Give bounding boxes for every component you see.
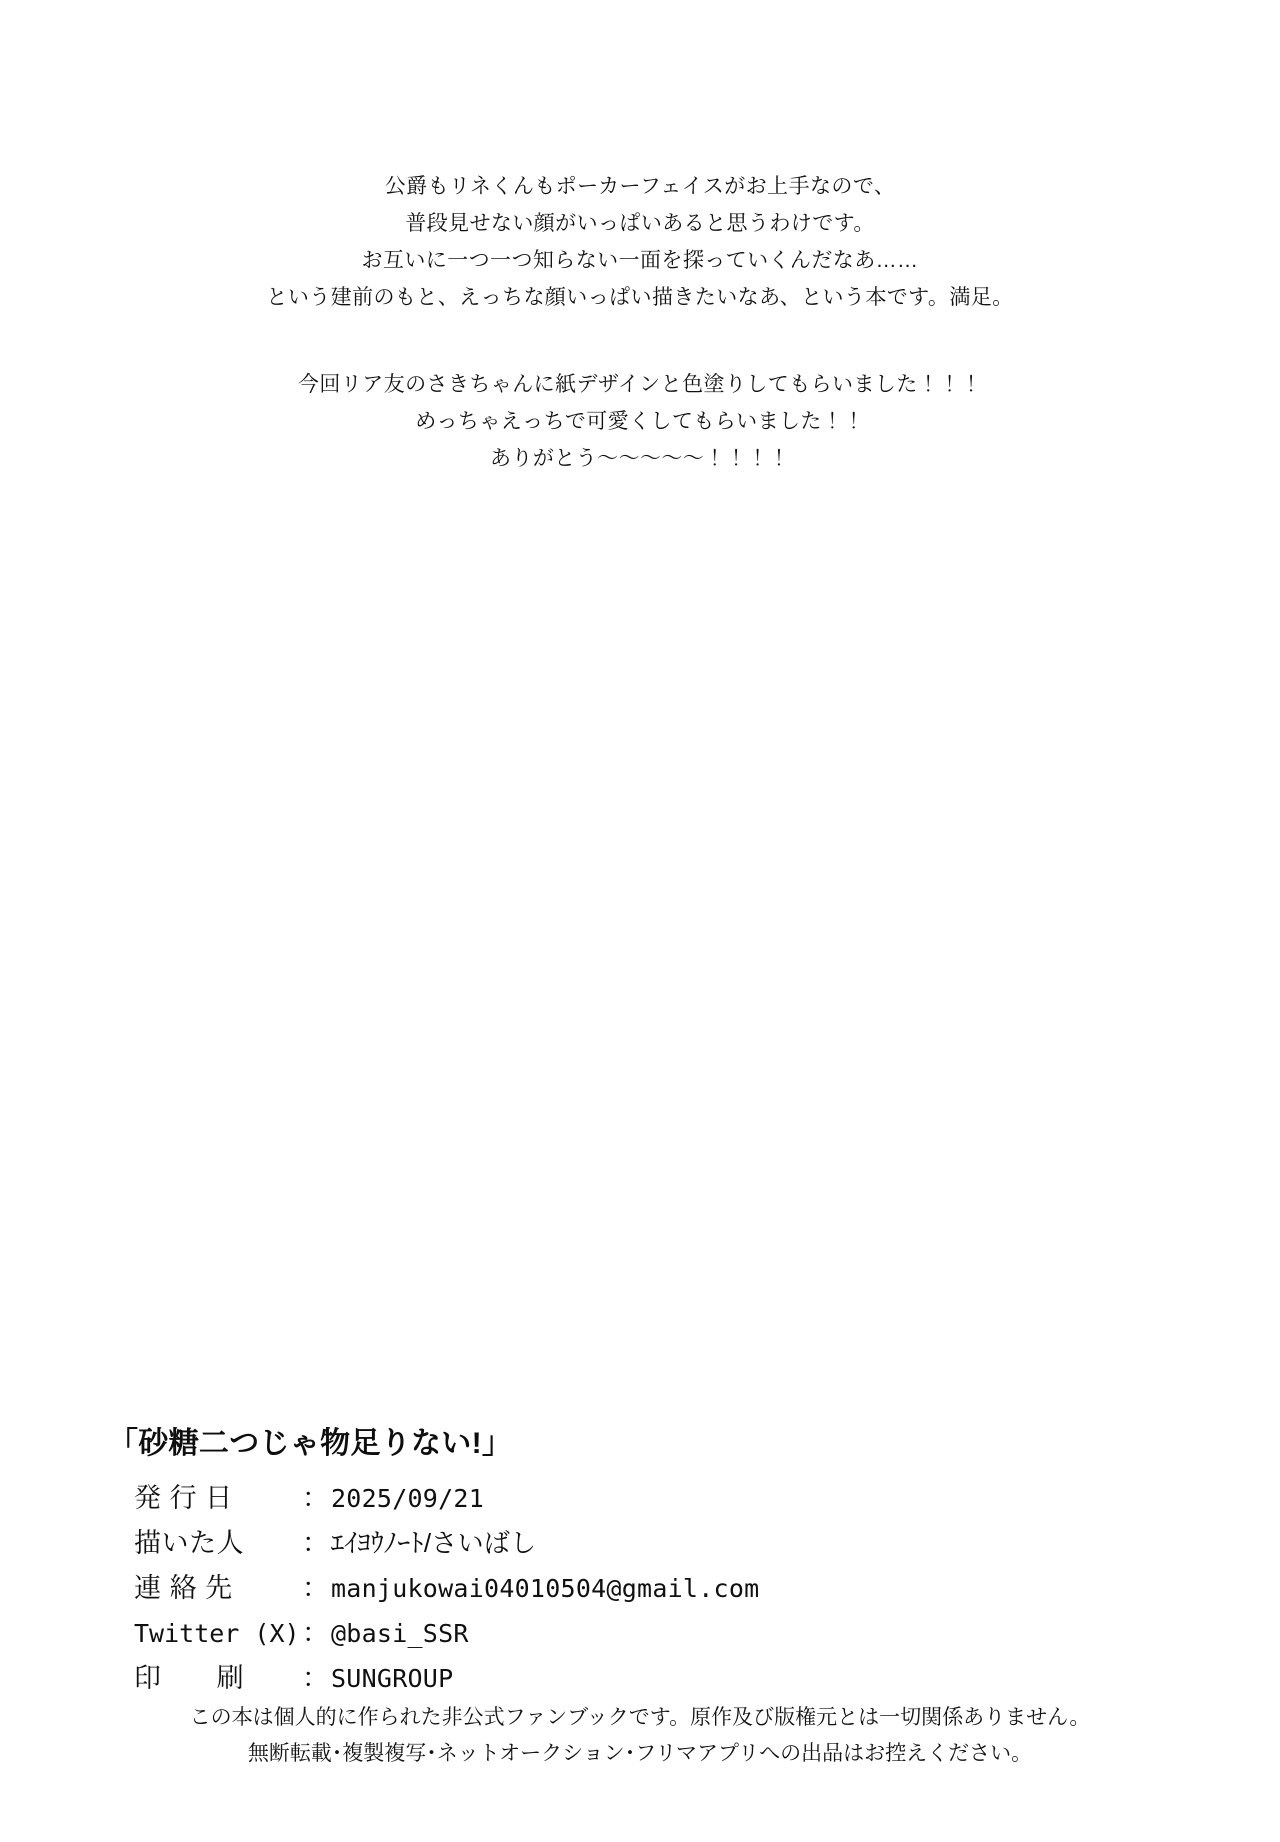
colophon-separator: ： xyxy=(302,1483,329,1513)
colophon-separator: ： xyxy=(302,1663,329,1693)
colophon-row xyxy=(134,1521,1178,1566)
publication-date-value: 2025/09/21 xyxy=(331,1484,485,1513)
colophon-rows xyxy=(134,1476,1178,1701)
colophon-block xyxy=(108,1418,1178,1701)
contact-email-value[interactable]: manjukowai04010504@gmail.com xyxy=(331,1574,760,1603)
colophon-row xyxy=(134,1566,1178,1611)
printer-label: 印 刷 xyxy=(134,1663,245,1693)
colophon-row xyxy=(134,1656,1178,1701)
colophon-separator: ： xyxy=(302,1528,329,1558)
afterword-text-block xyxy=(0,168,1280,477)
author-label: 描いた人 xyxy=(134,1528,245,1558)
disclaimer-block xyxy=(0,1700,1280,1772)
colophon-row xyxy=(134,1611,1178,1656)
colophon-separator: ： xyxy=(302,1573,329,1603)
twitter-handle-value[interactable]: @basi_SSR xyxy=(331,1619,469,1648)
afterword-line-4: という建前のもと、えっちな顔いっぱい描きたいなあ、という本です。満足。 xyxy=(266,286,1014,309)
twitter-label: Twitter (X) xyxy=(134,1619,300,1648)
afterword-line-3: お互いに一つ一つ知らない一面を探っていくんだなあ…… xyxy=(361,249,919,272)
disclaimer-line-1: この本は個人的に作られた非公式ファンブックです。原作及び版権元とは一切関係ありません。 xyxy=(189,1706,1091,1729)
doujinshi-title: 「砂糖二つじゃ物足りない!」 xyxy=(108,1427,513,1460)
publication-date-label: 発 行 日 xyxy=(134,1483,233,1513)
afterword-thanks-line-2: めっちゃえっちで可愛くしてもらいました！！ xyxy=(415,410,865,433)
contact-label: 連 絡 先 xyxy=(134,1573,233,1603)
colophon-row xyxy=(134,1476,1178,1521)
colophon-separator: ： xyxy=(302,1618,329,1648)
paragraph-spacer xyxy=(0,316,1280,366)
afterword-line-1: 公爵もリネくんもポーカーフェイスがお上手なので、 xyxy=(384,175,896,198)
afterword-thanks-line-1: 今回リア友のさきちゃんに紙デザインと色塗りしてもらいました！！！ xyxy=(298,373,982,396)
author-value: ｴｲﾖｳﾉｰﾄ/さいばし xyxy=(331,1528,537,1558)
printer-value: SUNGROUP xyxy=(331,1664,454,1693)
disclaimer-line-2: 無断転載･複製複写･ネットオークション･フリマアプリへの出品はお控えください。 xyxy=(247,1742,1033,1765)
afterword-thanks-line-3: ありがとう〜〜〜〜〜！！！！ xyxy=(490,447,790,470)
afterword-line-2: 普段見せない顔がいっぱいあると思うわけです。 xyxy=(405,212,875,235)
